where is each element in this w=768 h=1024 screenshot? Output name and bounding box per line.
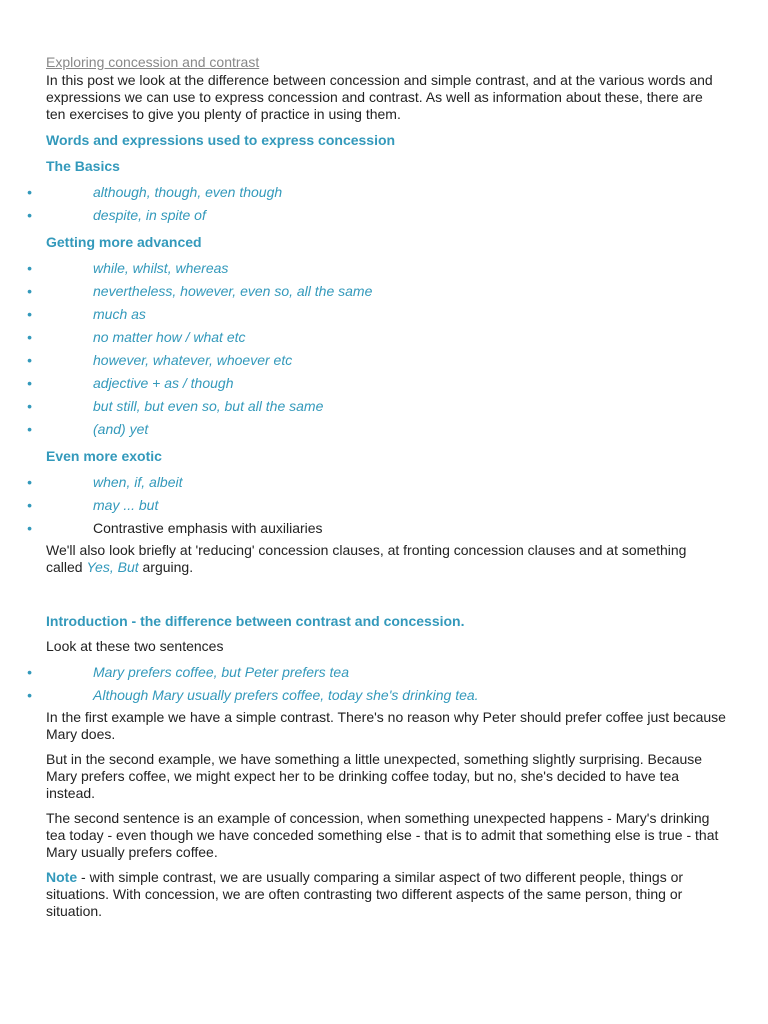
bullet-icon: • — [27, 184, 32, 200]
list-item: • adjective + as / though — [27, 375, 234, 391]
bullet-icon: • — [27, 207, 32, 223]
yes-but-text: Yes, But — [86, 559, 139, 575]
list-item: • despite, in spite of — [27, 207, 206, 223]
section-heading-introduction: Introduction - the difference between contrast and concession. — [46, 613, 465, 629]
list-item: • however, whatever, whoever etc — [27, 352, 293, 368]
subheading-basics: The Basics — [46, 158, 120, 174]
paragraph-3: The second sentence is an example of concession, when something unexpected happens - Mary's drinking tea today - even though we have conceded something else - that is to admit that something else is true - that Mary usually prefers coffee. — [46, 810, 719, 860]
bullet-icon: • — [27, 497, 32, 513]
list-item: • but still, but even so, but all the same — [27, 398, 324, 414]
list-item: • no matter how / what etc — [27, 329, 246, 345]
note-label: Note — [46, 869, 78, 885]
list-item: • Contrastive emphasis with auxiliaries — [27, 520, 323, 536]
advanced-list — [27, 260, 726, 444]
section-heading-concession: Words and expressions used to express concession — [46, 132, 396, 148]
list-item: • although, though, even though — [27, 184, 283, 200]
bullet-icon: • — [27, 283, 32, 299]
title-link[interactable]: Exploring concession and contrast — [46, 54, 260, 70]
basics-list — [27, 184, 726, 230]
bullet-icon: • — [27, 352, 32, 368]
list-item: • Mary prefers coffee, but Peter prefers tea — [27, 664, 350, 680]
bullet-icon: • — [27, 520, 32, 536]
intro-paragraph: In this post we look at the difference between concession and simple contrast, and at the various words and expressions we can use to express concession and contrast. As well as information about these, there are ten exercises to give you plenty of practice in using them. — [46, 72, 713, 122]
list-item: • (and) yet — [27, 421, 149, 437]
document-page — [27, 54, 726, 920]
bullet-icon: • — [27, 375, 32, 391]
bullet-icon: • — [27, 398, 32, 414]
examples-list — [27, 664, 726, 710]
list-item: • while, whilst, whereas — [27, 260, 229, 276]
subheading-advanced: Getting more advanced — [46, 234, 202, 250]
paragraph-1: In the first example we have a simple contrast. There's no reason why Peter should prefer coffee just because Mary does. — [46, 709, 726, 742]
bullet-icon: • — [27, 474, 32, 490]
bullet-icon: • — [27, 664, 32, 680]
look-text: Look at these two sentences — [46, 638, 224, 654]
subheading-exotic: Even more exotic — [46, 448, 162, 464]
bullet-icon: • — [27, 421, 32, 437]
list-item: • much as — [27, 306, 146, 322]
list-item: • when, if, albeit — [27, 474, 183, 490]
list-item: • Although Mary usually prefers coffee, today she's drinking tea. — [27, 687, 479, 703]
note-paragraph: Note - with simple contrast, we are usually comparing a similar aspect of two different people, things or situations. With concession, we are often contrasting two different aspects of the same person, thing or situation. — [46, 869, 684, 919]
bullet-icon: • — [27, 260, 32, 276]
bullet-icon: • — [27, 687, 32, 703]
list-item: • may ... but — [27, 497, 159, 513]
bullet-icon: • — [27, 329, 32, 345]
list-item: • nevertheless, however, even so, all the same — [27, 283, 373, 299]
paragraph-2: But in the second example, we have something a little unexpected, something slightly surprising. Because Mary prefers coffee, we might expect her to be drinking coffee today, but no, she's decided to have tea instead. — [46, 751, 703, 801]
also-paragraph: We'll also look briefly at 'reducing' concession clauses, at fronting concession clauses and at something called Yes, But arguing. — [46, 542, 687, 575]
bullet-icon: • — [27, 306, 32, 322]
exotic-list — [27, 474, 726, 543]
